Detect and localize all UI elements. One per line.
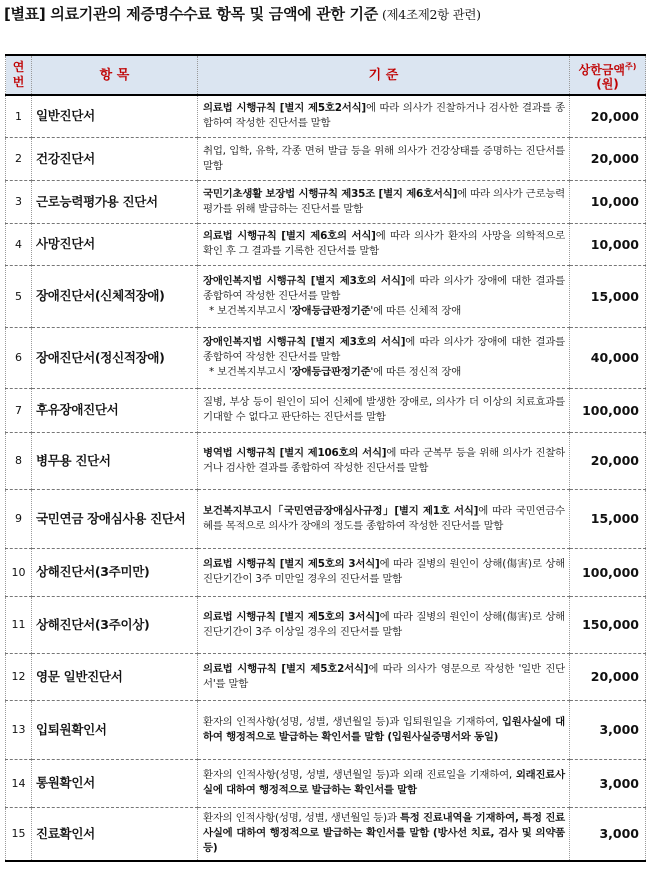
title-sub: (제4조제2항 관련) — [381, 7, 481, 22]
row-item: 사망진단서 — [32, 223, 198, 265]
row-criteria: 환자의 인적사항(성명, 성별, 생년월일 등)과 입퇴원일을 기재하여, 입원사실에 대하여 행정적으로 발급하는 확인서를 말함 (입원사실증명서와 동일) — [198, 700, 570, 759]
header-no: 연 번 — [6, 55, 32, 95]
row-amount: 20,000 — [570, 432, 646, 489]
row-item: 진료확인서 — [32, 807, 198, 861]
row-number: 2 — [6, 137, 32, 180]
row-item: 장애진단서(정신적장애) — [32, 327, 198, 388]
row-item: 상해진단서(3주이상) — [32, 596, 198, 653]
row-number: 5 — [6, 265, 32, 327]
document-title — [4, 3, 650, 27]
table-row — [6, 223, 646, 265]
row-number: 10 — [6, 548, 32, 596]
row-item: 상해진단서(3주미만) — [32, 548, 198, 596]
row-number: 12 — [6, 653, 32, 700]
row-item: 통원확인서 — [32, 759, 198, 807]
title-main: [별표] 의료기관의 제증명수수료 항목 및 금액에 관한 기준 — [4, 5, 378, 23]
row-number: 3 — [6, 180, 32, 223]
row-amount: 3,000 — [570, 700, 646, 759]
table-row — [6, 327, 646, 388]
header-criteria: 기 준 — [198, 55, 570, 95]
row-criteria: 보건복지부고시「국민연금장애심사규정」[별지 제1호 서식]에 따라 국민연금수혜를 목적으로 의사가 장애의 정도를 종합하여 작성한 진단서를 말함 — [198, 489, 570, 548]
row-note: * 보건복지부고시 '장애등급판정기준'에 따른 정신적 장애 — [209, 366, 462, 378]
row-amount: 100,000 — [570, 388, 646, 432]
row-item: 일반진단서 — [32, 95, 198, 137]
row-item: 병무용 진단서 — [32, 432, 198, 489]
row-item: 근로능력평가용 진단서 — [32, 180, 198, 223]
row-number: 11 — [6, 596, 32, 653]
row-criteria: 환자의 인적사항(성명, 성별, 생년월일 등)과 특정 진료내역을 기재하여, 특정 진료사실에 대하여 행정적으로 발급하는 확인서를 말함 (방사선 치료, 검사 및 의약품 등) — [198, 807, 570, 861]
row-amount: 10,000 — [570, 223, 646, 265]
row-number: 13 — [6, 700, 32, 759]
row-amount: 100,000 — [570, 548, 646, 596]
table-row — [6, 489, 646, 548]
row-number: 8 — [6, 432, 32, 489]
row-criteria: 환자의 인적사항(성명, 성별, 생년월일 등)과 외래 진료일을 기재하여, 외래진료사실에 대하여 행정적으로 발급하는 확인서를 말함 — [198, 759, 570, 807]
header-amount: 상한금액$^{주)}$ (원) — [570, 55, 646, 95]
table-row — [6, 596, 646, 653]
header-item: 항 목 — [32, 55, 198, 95]
table-row — [6, 432, 646, 489]
row-criteria: 장애인복지법 시행규칙 [별지 제3호의 서식]에 따라 의사가 장애에 대한 결과를 종합하여 작성한 진단서를 말함 * 보건복지부고시 '장애등급판정기준'에 따른 정신적 장애 — [198, 327, 570, 388]
table-row — [6, 180, 646, 223]
table-row — [6, 548, 646, 596]
row-amount: 20,000 — [570, 95, 646, 137]
row-criteria: 취업, 입학, 유학, 각종 면허 발급 등을 위해 의사가 건강상태를 증명하는 진단서를 말함 — [198, 137, 570, 180]
table-row — [6, 700, 646, 759]
row-amount: 20,000 — [570, 653, 646, 700]
row-criteria: 병역법 시행규칙 [별지 제106호의 서식]에 따라 군복무 등을 위해 의사가 진찰하거나 검사한 결과를 종합하여 작성한 진단서를 말함 — [198, 432, 570, 489]
row-item: 장애진단서(신체적장애) — [32, 265, 198, 327]
row-item: 후유장애진단서 — [32, 388, 198, 432]
row-note: * 보건복지부고시 '장애등급판정기준'에 따른 신체적 장애 — [209, 304, 462, 317]
table-row — [6, 807, 646, 861]
row-criteria: 의료법 시행규칙 [별지 제5호의 3서식]에 따라 질병의 원인이 상해(傷害)로 상해진단기간이 3주 미만일 경우의 진단서를 말함 — [198, 548, 570, 596]
row-number: 14 — [6, 759, 32, 807]
row-number: 7 — [6, 388, 32, 432]
row-item: 입퇴원확인서 — [32, 700, 198, 759]
row-criteria: 국민기초생활 보장법 시행규칙 제35조 [별지 제6호서식]에 따라 의사가 근로능력 평가를 위해 발급하는 진단서를 말함 — [198, 180, 570, 223]
row-number: 9 — [6, 489, 32, 548]
fee-table — [5, 54, 646, 862]
row-number: 1 — [6, 95, 32, 137]
row-number: 15 — [6, 807, 32, 861]
row-criteria: 질병, 부상 등이 원인이 되어 신체에 발생한 장애로, 의사가 더 이상의 치료효과를 기대할 수 없다고 판단하는 진단서를 말함 — [198, 388, 570, 432]
row-amount: 40,000 — [570, 327, 646, 388]
row-amount: 15,000 — [570, 489, 646, 548]
row-amount: 3,000 — [570, 807, 646, 861]
table-row — [6, 653, 646, 700]
row-number: 4 — [6, 223, 32, 265]
table-row — [6, 265, 646, 327]
row-amount: 15,000 — [570, 265, 646, 327]
row-amount: 10,000 — [570, 180, 646, 223]
row-criteria: 의료법 시행규칙 [별지 제6호의 서식]에 따라 의사가 환자의 사망을 의학적으로 확인 후 그 결과를 기록한 진단서를 말함 — [198, 223, 570, 265]
row-amount: 20,000 — [570, 137, 646, 180]
table-row — [6, 759, 646, 807]
row-item: 국민연금 장애심사용 진단서 — [32, 489, 198, 548]
row-criteria: 장애인복지법 시행규칙 [별지 제3호의 서식]에 따라 의사가 장애에 대한 결과를 종합하여 작성한 진단서를 말함 * 보건복지부고시 '장애등급판정기준'에 따른 신체적 장애 — [198, 265, 570, 327]
row-criteria: 의료법 시행규칙 [별지 제5호2서식]에 따라 의사가 진찰하거나 검사한 결과를 종합하여 작성한 진단서를 말함 — [198, 95, 570, 137]
table-row — [6, 137, 646, 180]
row-item: 영문 일반진단서 — [32, 653, 198, 700]
row-item: 건강진단서 — [32, 137, 198, 180]
table-header-row — [6, 55, 646, 95]
row-number: 6 — [6, 327, 32, 388]
row-criteria: 의료법 시행규칙 [별지 제5호2서식]에 따라 의사가 영문으로 작성한 '일반 진단서'를 말함 — [198, 653, 570, 700]
row-amount: 3,000 — [570, 759, 646, 807]
row-criteria: 의료법 시행규칙 [별지 제5호의 3서식]에 따라 질병의 원인이 상해(傷害)로 상해진단기간이 3주 이상일 경우의 진단서를 말함 — [198, 596, 570, 653]
row-amount: 150,000 — [570, 596, 646, 653]
table-row — [6, 95, 646, 137]
table-row — [6, 388, 646, 432]
